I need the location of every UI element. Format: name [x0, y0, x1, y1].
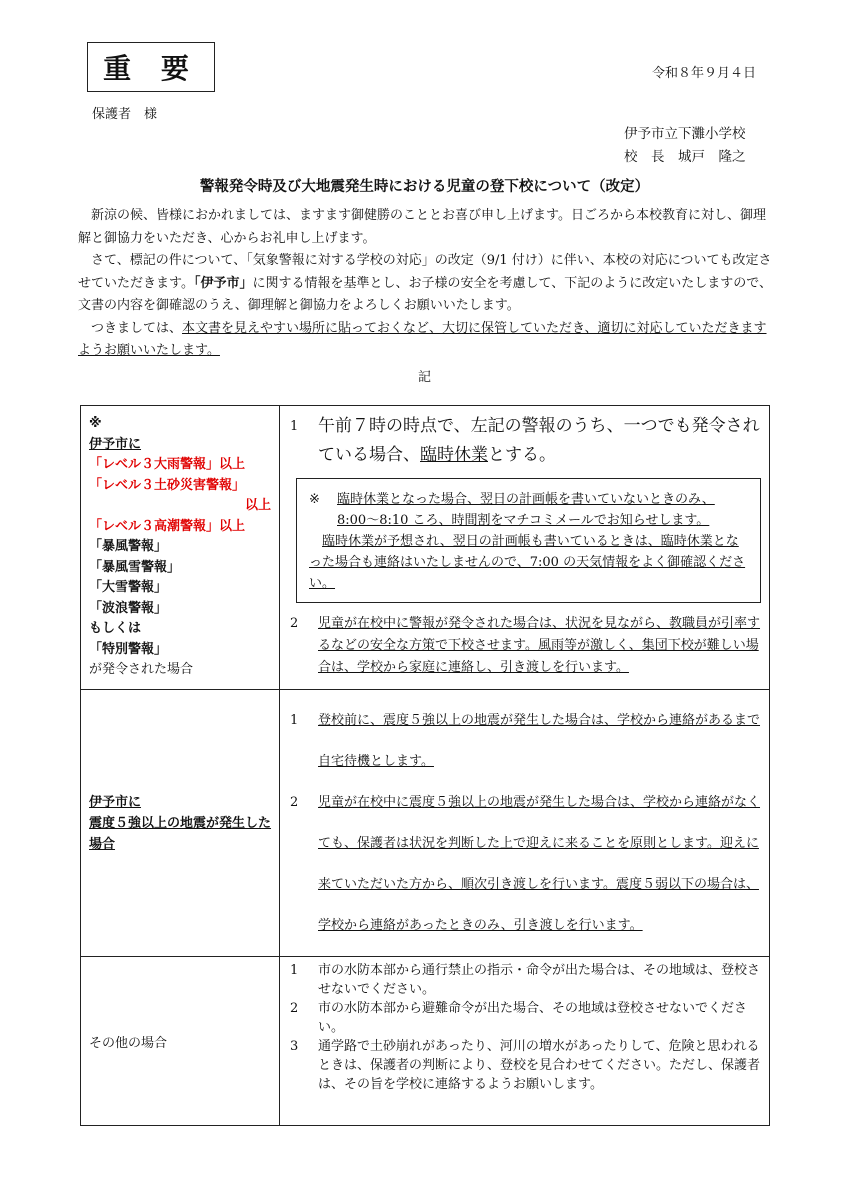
item-1-text-c: とする。 [488, 445, 556, 465]
earthquake-item-1 [290, 700, 761, 782]
other-item-1 [290, 961, 761, 999]
item-number: 1 [290, 713, 299, 728]
earthquake-item-2-text: 児童が在校中に震度５強以上の地震が発生した場合は、学校から連絡がなくても、保護者は状況を判断した上で迎えに来ることを原則とします。迎えに来ていただいた方から、順次引き渡しを行います。震度５弱以下の場合は、学校から連絡があったときのみ、引き渡しを行います。 [318, 795, 761, 933]
item-number: 1 [290, 419, 299, 434]
other-item-3-text: 通学路で土砂崩れがあったり、河川の増水があったりして、危険と思われるときは、保護者の判断により、登校を見合わせてください。ただし、保護者は、その旨を学校に連絡するようお願いします。 [318, 1039, 761, 1092]
intro-paragraph-2 [78, 250, 772, 318]
table-row [81, 406, 770, 690]
intro-paragraph-3 [78, 318, 772, 363]
sender-block [624, 123, 746, 169]
warning-landslide: 「レベル３土砂災害警報」 [89, 477, 246, 493]
item-number: 2 [290, 616, 299, 631]
intro-paragraph-1: 新涼の候、皆様におかれましては、ますます御健勝のこととお喜び申し上げます。日ごろから本校教育に対し、御理解と御協力をいただき、心からお礼申し上げます。 [78, 208, 766, 246]
other-response-cell [280, 957, 770, 1126]
earthquake-item-2 [290, 782, 761, 946]
important-stamp: 重 要 [87, 42, 215, 92]
intro-p3-underlined: 本文書を見えやすい場所に貼っておくなど、大切に保管していただき、適切に対応していただきますようお願いいたします。 [78, 320, 767, 358]
document-date: 令和８年９月４日 [651, 66, 756, 81]
intro-p2-a: さて、標記の件について、「気象警報に対する学校の対応」の改定（9/1 付け）に伴い、本校の対応についても改定させていただきます。 [78, 253, 772, 291]
item-number: 2 [290, 1001, 299, 1016]
note-line-2 [309, 531, 748, 594]
warning-response-cell [280, 406, 770, 690]
intro-p3-a: つきましては、 [91, 320, 183, 336]
note-mark: ※ [89, 416, 102, 431]
intro-p2-c: に関する情報を基準とし、お子様の安全を考慮して、下記のように改定いたしますので、文書の内容を御確認のうえ、御理解と御協力をよろしくお願いいたします。 [78, 275, 772, 313]
ki-heading: 記 [417, 370, 431, 385]
other-item-2-text: 市の水防本部から避難命令が出た場合、その地域は登校させないでください。 [318, 1001, 748, 1035]
warning-high-waves: 「波浪警報」 [89, 600, 168, 616]
note-mark: ※ [309, 492, 320, 507]
or-label: もしくは [89, 621, 142, 636]
warning-item-2 [290, 613, 761, 679]
principal-name: 校 長 城戸 隆之 [624, 149, 746, 165]
city-label: 伊予市に [89, 436, 142, 452]
intro-body [78, 205, 772, 363]
addressee: 保護者 様 [92, 107, 158, 122]
earthquake-item-1-text: 登校前に、震度５強以上の地震が発生した場合は、学校から連絡があるまで自宅待機とします。 [318, 713, 761, 769]
other-item-2 [290, 999, 761, 1037]
city-label: 伊予市に [89, 794, 142, 810]
warning-heavy-rain: 「レベル３大雨警報」以上 [89, 457, 246, 472]
warning-special: 「特別警報」 [89, 641, 168, 657]
other-item-1-text: 市の水防本部から通行禁止の指示・命令が出た場合は、その地域は、登校させないでください。 [318, 963, 761, 997]
response-table [80, 405, 770, 1126]
note-line-1 [309, 489, 748, 531]
other-conditions-cell [81, 957, 280, 1126]
note-2-text: 臨時休業が予想され、翌日の計画帳も書いているときは、臨時休業となった場合も連絡はいたしませんので、7:00 の天気情報をよく御確認ください。 [309, 534, 746, 591]
table-row [81, 957, 770, 1126]
earthquake-conditions-cell [81, 690, 280, 957]
other-item-3 [290, 1037, 761, 1094]
warning-conditions-cell [81, 406, 280, 690]
warning-storm-surge: 「レベル３高潮警報」以上 [89, 518, 246, 534]
item-2-text: 児童が在校中に警報が発令された場合は、状況を見ながら、教職員が引率するなどの安全な方策で下校させます。風雨等が激しく、集団下校が難しい場合は、学校から家庭に連絡し、引き渡しを行います。 [318, 616, 761, 675]
item-number: 3 [290, 1039, 299, 1054]
earthquake-response-cell [280, 690, 770, 957]
school-name: 伊予市立下灘小学校 [624, 126, 746, 142]
earthquake-condition: 震度５強以上の地震が発生した場合 [89, 815, 272, 852]
other-label: その他の場合 [89, 1035, 168, 1051]
note-1-text: 臨時休業となった場合、翌日の計画帳を書いていないときのみ、8:00〜8:10 ころ、時間割をマチコミメールでお知らせします。 [337, 492, 715, 528]
warning-item-1 [290, 412, 761, 470]
warning-snowstorm: 「暴風雪警報」 [89, 559, 181, 575]
item-1-closure: 臨時休業 [420, 445, 488, 465]
document-title: 警報発令時及び大地震発生時における児童の登下校について（改定） [199, 179, 650, 195]
warning-heavy-snow: 「大雪警報」 [89, 580, 168, 595]
intro-p2-city: 「伊予市」 [193, 275, 253, 291]
warning-storm: 「暴風警報」 [89, 539, 168, 554]
issued-label: が発令された場合 [89, 662, 194, 677]
closure-note-box [296, 478, 761, 603]
item-number: 1 [290, 963, 299, 978]
warning-landslide-suffix: 以上 [244, 498, 271, 513]
table-row [81, 690, 770, 957]
item-1-text-a: 午前７時の時点で、左記の警報のうち、一つでも発令されている場合、 [318, 416, 760, 465]
item-number: 2 [290, 795, 299, 810]
